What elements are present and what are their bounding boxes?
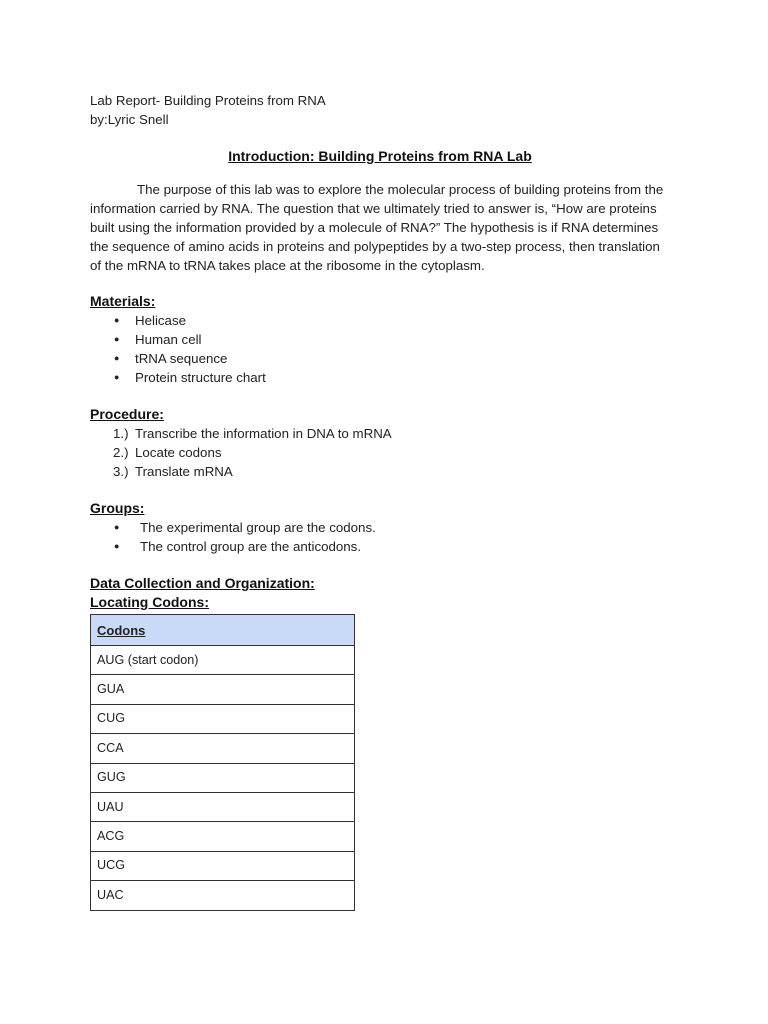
materials-section (90, 292, 670, 387)
table-cell: GUA (91, 675, 355, 704)
step-number: 2.) (113, 445, 129, 460)
step-text: Translate mRNA (135, 464, 233, 479)
list-item (90, 537, 670, 556)
step-text: Locate codons (135, 445, 222, 460)
list-item (90, 462, 670, 481)
codons-table (90, 614, 355, 911)
bullet-icon: ● (114, 541, 120, 551)
introduction-title: Introduction: Building Proteins from RNA Lab (228, 148, 532, 164)
list-item (90, 330, 670, 349)
table-header-row (91, 615, 355, 646)
list-item-text: The control group are the anticodons. (140, 539, 362, 554)
data-collection-heading: Data Collection and Organization: (90, 575, 315, 591)
table-row (91, 851, 355, 880)
bullet-icon: ● (114, 522, 120, 532)
table-row (91, 646, 355, 675)
list-item-text: Protein structure chart (135, 370, 266, 385)
table-row (91, 704, 355, 733)
materials-heading: Materials: (90, 293, 156, 309)
list-item (90, 311, 670, 330)
list-item (90, 349, 670, 368)
list-item (90, 443, 670, 462)
report-title-line: Lab Report- Building Proteins from RNA (90, 93, 326, 108)
author-line: by:Lyric Snell (90, 112, 169, 127)
procedure-list (90, 424, 670, 481)
bullet-icon: ● (114, 353, 120, 363)
introduction-paragraph: The purpose of this lab was to explore the molecular process of building proteins from the information carried by RNA. The question that we ultimately tried to answer is, “How are proteins built using the information provided by a molecule of RNA?” The hypothesis is if RNA determines the sequence of amino acids in proteins and polypeptides by a two-step process, then translation of the mRNA to tRNA takes place at the ribosome in the cytoplasm. (90, 182, 664, 273)
table-header-cell: Codons (91, 615, 355, 646)
bullet-icon: ● (114, 334, 120, 344)
table-row (91, 881, 355, 910)
bullet-icon: ● (114, 372, 120, 382)
groups-section (90, 499, 670, 556)
table-row (91, 792, 355, 821)
groups-heading: Groups: (90, 500, 145, 516)
table-cell: UCG (91, 851, 355, 880)
list-item-text: Helicase (135, 313, 186, 328)
locating-codons-heading: Locating Codons: (90, 594, 209, 610)
list-item-text: tRNA sequence (135, 351, 228, 366)
table-row (91, 763, 355, 792)
materials-list (90, 311, 670, 387)
procedure-section (90, 405, 670, 481)
procedure-heading: Procedure: (90, 406, 164, 422)
table-cell: UAU (91, 792, 355, 821)
table-cell: AUG (start codon) (91, 646, 355, 675)
table-cell: UAC (91, 881, 355, 910)
groups-list (90, 518, 670, 556)
step-number: 1.) (113, 426, 129, 441)
list-item (90, 368, 670, 387)
table-cell: CUG (91, 704, 355, 733)
step-number: 3.) (113, 464, 129, 479)
list-item (90, 424, 670, 443)
bullet-icon: ● (114, 315, 120, 325)
table-row (91, 734, 355, 763)
step-text: Transcribe the information in DNA to mRNA (135, 426, 392, 441)
table-cell: CCA (91, 734, 355, 763)
table-row (91, 822, 355, 851)
document-page (90, 91, 670, 911)
table-row (91, 675, 355, 704)
table-cell: GUG (91, 763, 355, 792)
list-item-text: Human cell (135, 332, 202, 347)
list-item-text: The experimental group are the codons. (140, 520, 376, 535)
data-collection-section (90, 574, 670, 911)
list-item (90, 518, 670, 537)
table-cell: ACG (91, 822, 355, 851)
